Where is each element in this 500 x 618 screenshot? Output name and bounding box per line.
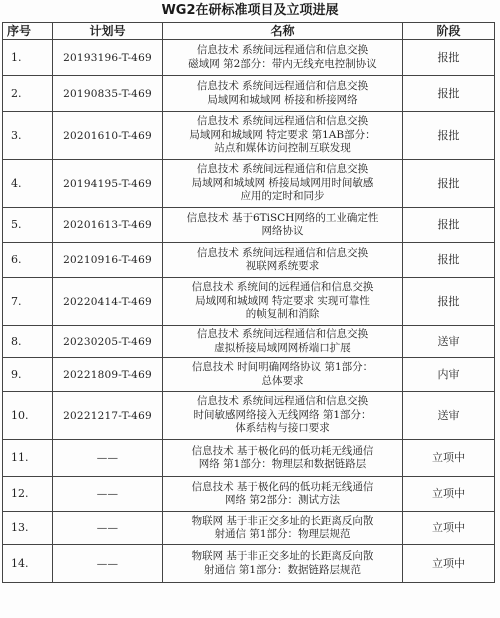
plan-number: 20210916-T-469 <box>53 243 163 278</box>
row-number: 12. <box>3 477 53 512</box>
stage-value: 立项中 <box>403 545 495 583</box>
stage-value: 立项中 <box>403 512 495 545</box>
project-name <box>163 278 403 326</box>
project-name <box>163 243 403 278</box>
project-name-line: 局域网和城域网 桥接和桥接网络 <box>207 93 358 106</box>
project-name-line: 信息技术 系统间远程通信和信息交换 <box>196 115 369 128</box>
project-name-line: 信息技术 系统间远程通信和信息交换 <box>196 80 369 92</box>
project-name <box>163 358 403 392</box>
header-plan: 计划号 <box>53 23 163 40</box>
project-name-line: 网络协议 <box>261 225 304 237</box>
stage-value: 报批 <box>403 208 495 243</box>
row-number: 9. <box>3 358 53 392</box>
project-name-line: 信息技术 基于6TiSCH网络的工业确定性 <box>186 211 379 224</box>
project-name <box>163 477 403 512</box>
plan-number: 20221217-T-469 <box>53 392 163 440</box>
project-name-line: 局域网和城域网 桥接局域网用时间敏感 <box>191 176 374 189</box>
plan-number: —— <box>53 477 163 512</box>
project-name <box>163 40 403 76</box>
project-name <box>163 440 403 477</box>
plan-number: 20190835-T-469 <box>53 76 163 112</box>
row-number: 8. <box>3 326 53 358</box>
table-row <box>3 326 495 358</box>
project-name-line: 射通信 第1部分：物理层规范 <box>214 528 351 540</box>
row-number: 5. <box>3 208 53 243</box>
project-name-line: 站点和媒体访问控制互联发现 <box>214 142 351 155</box>
project-name-line: 信息技术 系统间远程通信和信息交换 <box>196 44 369 56</box>
project-name-line: 物联网 基于非正交多址的长距离反向散 <box>191 550 374 562</box>
header-stage: 阶段 <box>403 23 495 40</box>
project-name-line: 虚拟桥接局域网网桥端口扩展 <box>214 341 351 354</box>
table-row <box>3 512 495 545</box>
project-name-line: 视联网系统要求 <box>245 260 320 272</box>
stage-value: 内审 <box>403 358 495 392</box>
header-no: 序号 <box>3 23 53 40</box>
stage-value: 送审 <box>403 392 495 440</box>
row-number: 7. <box>3 278 53 326</box>
project-name-line: 信息技术 系统间远程通信和信息交换 <box>196 163 369 176</box>
stage-value: 报批 <box>403 278 495 326</box>
project-name <box>163 76 403 112</box>
plan-number: 20193196-T-469 <box>53 40 163 76</box>
project-name-line: 时间敏感网络接入无线网络 第1部分： <box>193 408 372 421</box>
table-row <box>3 392 495 440</box>
table-row <box>3 477 495 512</box>
project-name <box>163 160 403 208</box>
project-name-line: 物联网 基于非正交多址的长距离反向散 <box>191 514 374 527</box>
stage-value: 报批 <box>403 243 495 278</box>
project-name-line: 的帧复制和消除 <box>245 308 320 321</box>
project-name <box>163 545 403 583</box>
plan-number: —— <box>53 545 163 583</box>
plan-number: 20201613-T-469 <box>53 208 163 243</box>
table-row <box>3 440 495 477</box>
plan-number: 20201610-T-469 <box>53 112 163 160</box>
table-row <box>3 112 495 160</box>
row-number: 13. <box>3 512 53 545</box>
project-name-line: 总体要求 <box>261 374 304 387</box>
projects-table <box>2 22 495 583</box>
row-number: 10. <box>3 392 53 440</box>
table-row <box>3 208 495 243</box>
table-row <box>3 160 495 208</box>
plan-number: 20194195-T-469 <box>53 160 163 208</box>
project-name <box>163 392 403 440</box>
table-row <box>3 243 495 278</box>
project-name-line: 应用的定时和同步 <box>240 190 325 203</box>
project-name <box>163 112 403 160</box>
stage-value: 送审 <box>403 326 495 358</box>
project-name-line: 信息技术 基于极化码的低功耗无线通信 <box>191 480 374 493</box>
project-name-line: 网络 第2部分：测试方法 <box>224 494 341 506</box>
page-title: WG2在研标准项目及立项进展 <box>161 3 339 18</box>
project-name-line: 信息技术 时间明确网络协议 第1部分： <box>191 361 374 373</box>
project-name-line: 网络 第1部分：物理层和数据链路层 <box>198 458 367 470</box>
plan-number: —— <box>53 440 163 477</box>
row-number: 14. <box>3 545 53 583</box>
project-name-line: 局域网和城域网 特定要求 第1AB部分： <box>189 128 376 141</box>
table-row <box>3 278 495 326</box>
stage-value: 报批 <box>403 76 495 112</box>
header-name: 名称 <box>163 23 403 40</box>
stage-value: 报批 <box>403 112 495 160</box>
project-name <box>163 326 403 358</box>
project-name-line: 信息技术 系统间的远程通信和信息交换 <box>191 281 374 294</box>
project-name-line: 射通信 第1部分：数据链路层规范 <box>203 563 362 576</box>
project-name <box>163 512 403 545</box>
row-number: 11. <box>3 440 53 477</box>
plan-number: 20221809-T-469 <box>53 358 163 392</box>
plan-number: —— <box>53 512 163 545</box>
plan-number: 20220414-T-469 <box>53 278 163 326</box>
project-name-line: 体系结构与接口要求 <box>235 422 330 435</box>
row-number: 6. <box>3 243 53 278</box>
stage-value: 报批 <box>403 160 495 208</box>
table-row <box>3 76 495 112</box>
stage-value: 立项中 <box>403 477 495 512</box>
row-number: 3. <box>3 112 53 160</box>
row-number: 2. <box>3 76 53 112</box>
stage-value: 报批 <box>403 40 495 76</box>
stage-value: 立项中 <box>403 440 495 477</box>
project-name-line: 信息技术 系统间远程通信和信息交换 <box>196 328 369 340</box>
project-name-line: 信息技术 系统间远程通信和信息交换 <box>196 395 369 408</box>
table-header-row <box>3 23 495 40</box>
project-name <box>163 208 403 243</box>
row-number: 4. <box>3 160 53 208</box>
row-number: 1. <box>3 40 53 76</box>
table-row <box>3 358 495 392</box>
project-name-line: 信息技术 系统间远程通信和信息交换 <box>196 246 369 259</box>
project-name-line: 局域网和城域网 特定要求 实现可靠性 <box>195 294 370 307</box>
table-row <box>3 545 495 583</box>
table-row <box>3 40 495 76</box>
project-name-line: 信息技术 基于极化码的低功耗无线通信 <box>191 444 374 457</box>
plan-number: 20230205-T-469 <box>53 326 163 358</box>
project-name-line: 磁域网 第2部分：带内无线充电控制协议 <box>188 57 377 70</box>
